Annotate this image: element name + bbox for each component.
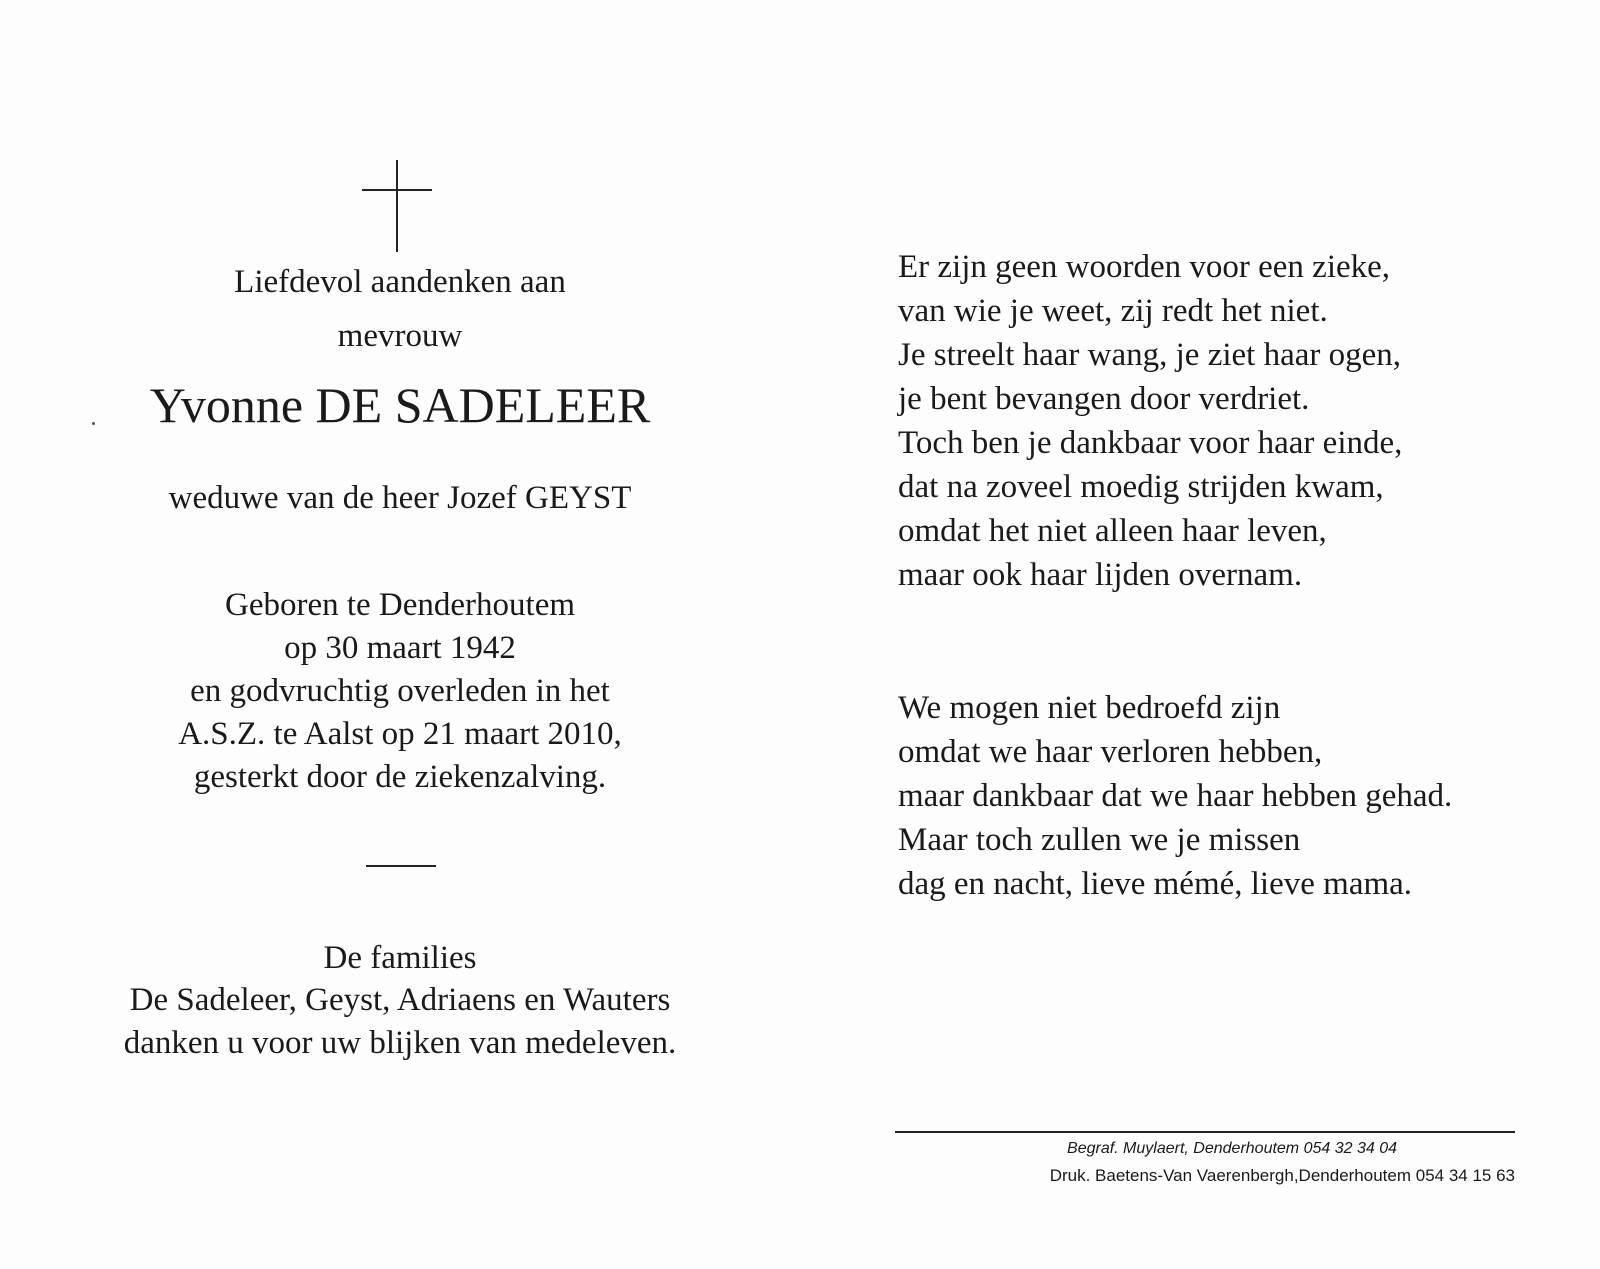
printer-credit: Druk. Baetens-Van Vaerenbergh,Denderhoutem 054 34 15 63 [1049,1166,1515,1185]
poem-line: omdat we haar verloren hebben, [898,734,1323,770]
thanks-line: danken u voor uw blijken van medeleven. [123,1025,677,1061]
poem-line: Maar toch zullen we je missen [898,822,1301,858]
poem-line: dag en nacht, lieve mémé, lieve mama. [898,866,1413,902]
families-label: De families [323,940,477,976]
spouse-line: weduwe van de heer Jozef GEYST [168,480,632,516]
undertaker-credit: Begraf. Muylaert, Denderhoutem 054 32 34 04 [1067,1140,1397,1157]
families-names: De Sadeleer, Geyst, Adriaens en Wauters [129,982,671,1018]
deceased-name: Yvonne DE SADELEER [149,377,651,433]
divider [366,865,436,867]
honorific: mevrouw [337,318,463,354]
poem-line: maar ook haar lijden overnam. [898,557,1303,593]
footer-rule [895,1131,1515,1133]
birth-date: op 30 maart 1942 [284,630,516,666]
birth-place: Geboren te Denderhoutem [224,587,576,623]
poem-line: je bent bevangen door verdriet. [898,381,1310,417]
poem-line: Er zijn geen woorden voor een zieke, [898,249,1391,285]
poem-line: dat na zoveel moedig strijden kwam, [898,469,1384,505]
poem-line: van wie je weet, zij redt het niet. [898,293,1328,329]
intro-text: Liefdevol aandenken aan [234,264,566,300]
poem-line: Je streelt haar wang, je ziet haar ogen, [898,337,1402,373]
poem-stanza-1 [898,245,1402,597]
poem-line: omdat het niet alleen haar leven, [898,513,1327,549]
poem-stanza-2 [898,686,1452,906]
poem-line: maar dankbaar dat we haar hebben gehad. [898,778,1453,814]
death-line-1: en godvruchtig overleden in het [190,673,610,709]
death-line-3: gesterkt door de ziekenzalving. [193,759,607,795]
poem-line: Toch ben je dankbaar voor haar einde, [898,425,1403,461]
poem-line: We mogen niet bedroefd zijn [898,690,1281,726]
death-line-2: A.S.Z. te Aalst op 21 maart 2010, [178,716,622,752]
